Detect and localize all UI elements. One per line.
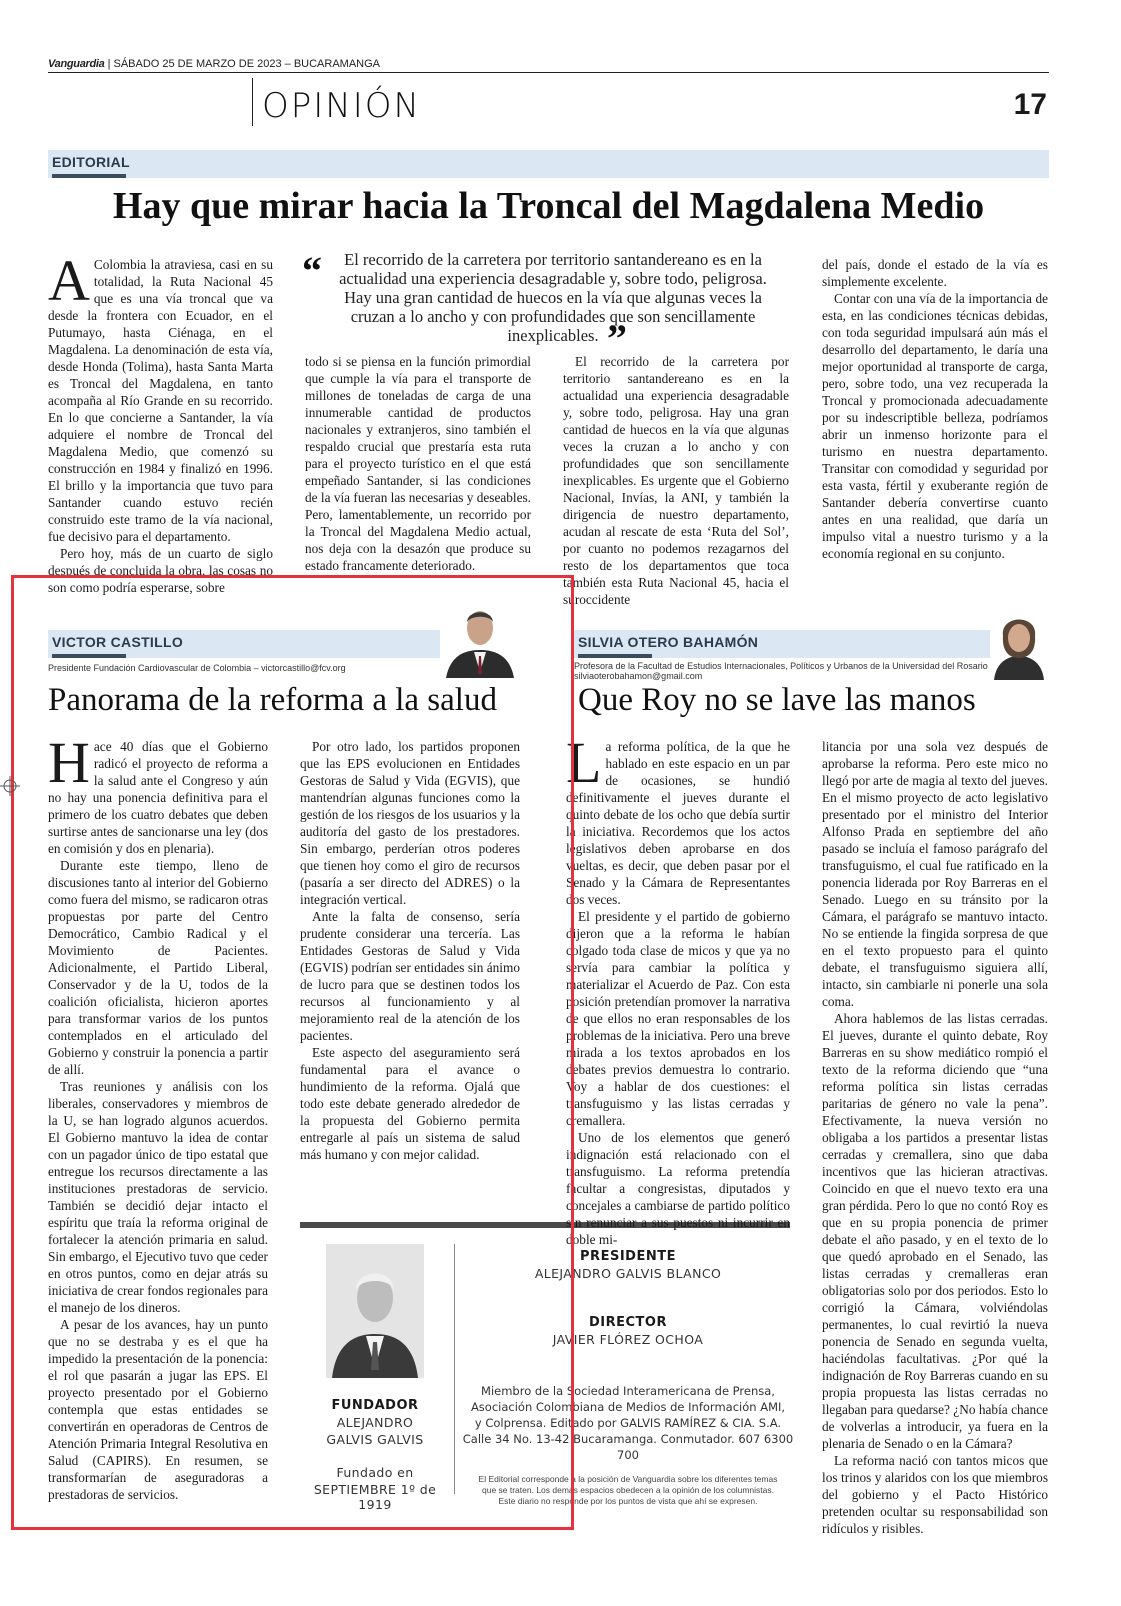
header-rule <box>48 72 1049 73</box>
president-label: PRESIDENTE <box>580 1249 676 1264</box>
founded-line-2: SEPTIEMBRE 1º de 1919 <box>313 1482 437 1512</box>
section-title: OPINIÓN <box>262 86 421 126</box>
author-email-right: silviaoterobahamon@gmail.com <box>574 671 703 681</box>
founded-line-1: Fundado en <box>336 1465 414 1480</box>
editorial-tag: EDITORIAL <box>52 154 130 170</box>
editorial-col-2: todo si se piensa en la función primordial que cumple la vía para el transporte de millones de toneladas de carga de una innumerable cantidad de productos nacionales y extranjeros, sino también el respaldo crucial que prestaría esta ruta para el proyecto turístico en el que está empeñado Santander, si las condiciones de la vía fueran las necesarias y deseables. Pero, lamentablemente, un recorrido por la Troncal del Magdalena Medio actual, nos deja con la desazón que produce su estado francamente deteriorado. <box>305 354 531 573</box>
director-name: JAVIER FLÓREZ OCHOA <box>552 1332 704 1347</box>
crosshair-icon <box>0 776 20 796</box>
column-left-col-1: Hace 40 días que el Gobierno radicó el proyecto de reforma a la salud ante el Congreso y aún no hay una ponencia definitiva para el primero de los cuatro debates que deben surtirse antes de sancionarse una ley (dos en comisión y dos en plenaria). Durante este tiempo, lleno de discusiones tanto al interior del Gobierno como fuera del mismo, se radicaron otras propuestas por parte del Centro Democrático, Cambio Radical y el Movimiento de Pacientes. Adicionalmente, el Partido Liberal, Conservador y de la U, todos de la coalición oficialista, hicieron aportes para transformar varios de los puntos contemplados en el articulado del Gobierno y construir la ponencia a partir de allí. Tras reuniones y análisis con los liberales, conservadores y miembros de la U, se han logrado algunos acuerdos. El Gobierno mantuvo la idea de contar con un pagador único de tipo estatal que entregue los recursos directamente a las instituciones prestadoras de servicio. También se decidió dejar intacto el espíritu que traía la reforma original de fortalecer la atención primaria en salud. Sin embargo, el Ejecutivo tuvo que ceder en otros puntos, como en dejar atrás su iniciativa de crear fondos regionales para el manejo de los dineros. A pesar de los avances, hay un punto que no se destraba y es el que ha impedido la presentación de la ponencia: el rol que pasarán a jugar las EPS. El proyecto presentado por el Gobierno contempla que estas entidades se convertirán en operadoras de Centros de Atención Primaria Integral Resolutiva en Salud (CAPIRS). En resumen, se transformarían de aseguradoras a prestadoras de servicios. <box>48 730 268 1502</box>
founder-photo <box>326 1244 424 1378</box>
dropcap: A <box>48 248 90 313</box>
dropcap-left: H <box>48 730 90 795</box>
column-headline-right: Que Roy no se lave las manos <box>578 682 976 718</box>
editorial-col-1: A Colombia la atraviesa, casi en su totalidad, la Ruta Nacional 45 que es una vía troncal que va desde la frontera con Ecuador, en el Putumayo, hasta Ciénaga, en el Magdalena. La denominación de esta vía, desde Honda (Tolima), hasta Santa Marta es Troncal del Magdalena, en tanto acompaña al Río Grande en su recorrido. En lo que concierne a Santander, la vía adquiere el nombre de Troncal del Magdalena Medio, que comenzó su construcción en 1984 y finalizó en 1996. El brillo y la importancia que tuvo para Santander cuando estuvo recién construido este tramo de la vía nacional, fue decisivo para el departamento. Pero hoy, más de un cuarto de siglo después de concluida la obra, las cosas no son como podría esperarse, sobre <box>48 248 273 595</box>
editorial-col-3: El recorrido de la carretera por territorio santandereano es en la actualidad una experiencia desagradable y, sobre todo, peligrosa. Hay una gran cantidad de huecos en la vía que algunas veces la cruzan a lo ancho y con profundidades que son sencillamente inexplicables. Es urgente que el Gobierno Nacional, Invías, la ANI, y también la dirigencia de nuestro departamento, acudan al rescate de esta ‘Ruta del Sol’, por cuanto no podemos rezagarnos del resto de los departamentos que toca también esta Ruta Nacional 45, hacia el suroccidente <box>563 354 789 607</box>
column-right-col-1: La reforma política, de la que he hablado en este espacio en un par de ocasiones, se hundió definitivamente el jueves durante el quinto debate de los ocho que debía surtir la iniciativa. Recordemos que los actos legislativos deben aprobarse en dos vueltas, es decir, que deben pasar por el Senado y la Cámara de Representantes dos veces. El presidente y el partido de gobierno dijeron que a la reforma le habían colgado toda clase de micos y que ya no servía para cambiar la política y materializar el Acuerdo de Paz. Con esta posición pretendían promover la narrativa de que ellos no eran responsables de los problemas de la iniciativa. Pero una breve mirada a los textos aprobados en los debates previos demuestra lo contrario. Voy a hablar de dos cuestiones: el transfuguismo y las listas cerradas y cremallera. Uno de los elementos que generó indignación está relacionado con el transfuguismo. La reforma pretendía facultar a congresistas, diputados y concejales a cambiarse de partido político sin renunciar a sus puestos ni incurrir en doble mi- <box>566 730 790 1247</box>
close-quote-icon: ” <box>607 316 627 361</box>
dateline: SÁBADO 25 DE MARZO DE 2023 – BUCARAMANGA <box>113 58 381 70</box>
pull-quote: “ El recorrido de la carretera por territorio santandereano es en la actualidad una experiencia desagradable y, sobre todo, peligrosa. Hay una gran cantidad de huecos en la vía que algunas veces la cruzan a lo ancho y con profundidades que son sencillamente inexplicables. ” <box>302 248 767 361</box>
director-label: DIRECTOR <box>589 1315 667 1330</box>
dropcap-right: L <box>566 730 602 795</box>
membership-block: Miembro de la Sociedad Interamericana de Prensa, Asociación Colombiana de Medios de Información AMI, y Colprensa. Editado por GALVIS RAMÍREZ & CIA. S.A. Calle 34 No. 13-42 Bucaramanga. Conmutador. 607 6300 700 <box>462 1384 794 1462</box>
column-headline-left: Panorama de la reforma a la salud <box>48 682 497 718</box>
editorial-headline: Hay que mirar hacia la Troncal del Magdalena Medio <box>112 185 985 227</box>
author-name-right: SILVIA OTERO BAHAMÓN <box>578 634 759 650</box>
author-bio-left: Presidente Fundación Cardiovascular de Colombia – victorcastillo@fcv.org <box>48 663 346 673</box>
author-photo-right <box>990 606 1048 680</box>
author-photo-left <box>440 598 520 678</box>
page-number: 17 <box>1013 88 1047 121</box>
column-right-col-2: litancia por una sola vez después de aprobarse la reforma. Pero este mico no llegó por arte de magia al texto del jueves. En el mismo proyecto de acto legislativo presentado por el ministro del Interior Alfonso Prada en septiembre del año pasado se incluía el famoso parágrafo del transfuguismo, el cual fue ratificado en la ponencia liderada por Roy Barreras en el Senado. Luego en su tránsito por la Cámara, el parágrafo se mantuvo intacto. No se entiende la fingida sorpresa de que en el texto propuesto para el quinto debate, el transfuguismo siguiera allí, intacto, sin cambiarle ni ponerle una sola coma. Ahora hablemos de las listas cerradas. El jueves, durante el quinto debate, Roy Barreras en su show mediático rompió el texto de la reforma diciendo que “una reforma política sin listas cerradas paritarias de género no vale la pena”. Efectivamente, la nueva versión no obligaba a los partidos a presentar listas cerradas y cremallera, sino que daba incentivos que las hicieran atractivas. Coincido en que el nuevo texto era una gran pérdida. Pero lo que no contó Roy es que en su propia ponencia de primer debate el año pasado, y en el texto de lo que quedó aprobado en el Senado, las listas cerradas y cremalleras eran obligatorias solo por dos periodos. Esto lo corrigió la Cámara, volviéndolas permanentes, lo cual revirtió la nueva ponencia de Senado en segunda vuelta, haciéndolas facultativas. ¿Por qué la indignación de Roy Barreras cuando en su propia propuesta las listas cerradas no llegaban para quedarse? ¿No había chance de volverlas a introducir, ya fuera en la plenaria de Senado o en la Cámara? La reforma nació con tantos micos que los trinos y alaridos con los que miembros del gobierno y el Pacto Histórico pretenden ocultar su responsabilidad son ridículos y risibles. <box>822 739 1048 1536</box>
author-name-left: VICTOR CASTILLO <box>52 634 184 650</box>
open-quote-icon: “ <box>302 248 322 293</box>
president-name: ALEJANDRO GALVIS BLANCO <box>534 1266 722 1281</box>
masthead-divider <box>454 1244 455 1494</box>
founder-label: FUNDADOR <box>331 1398 419 1413</box>
disclaimer-block: El Editorial corresponde a la posición de Vanguardia sobre los diferentes temas que se traten. Los demás espacios obedecen a la opinión de los columnistas. Este diario no responde por los puntos de vista que ahí se expresen. <box>478 1474 778 1506</box>
editorial-band <box>48 150 1049 178</box>
section-divider <box>252 78 253 126</box>
brand-logo: Vanguardia <box>48 58 105 70</box>
top-bar: Vanguardia | SÁBADO 25 DE MARZO DE 2023 – BUCARAMANGA <box>48 58 381 70</box>
column-left-col-2: Por otro lado, los partidos proponen que las EPS evolucionen en Entidades Gestoras de Salud y Vida (EGVIS), que mantendrían algunas funciones como la gestión de los riesgos de los usuarios y la auditoría del gasto de los prestadores. Sin embargo, perderían otros poderes que tienen hoy como el giro de recursos (pasaría a ser directo del ADRES) o la integración vertical. Ante la falta de consenso, sería prudente considerar una tercería. Las Entidades Gestoras de Salud y Vida (EGVIS) podrían ser entidades sin ánimo de lucro para que se destinen todos los recursos al funcionamiento y al mejoramiento real de la atención de los pacientes. Este aspecto del aseguramiento será fundamental para el avance o hundimiento de la reforma. Ojalá que todo este debate generado alrededor de la propuesta del Gobierno permita entregarle al país un sistema de salud más humano y con mejor calidad. <box>300 739 520 1162</box>
author-band-right <box>574 630 1048 658</box>
editorial-col-4: del país, donde el estado de la vía es simplemente excelente. Contar con una vía de la importancia de esta, en las condiciones técnicas debidas, con toda seguridad impulsará aún más el desarrollo del departamento, le daría una mejor oportunidad al transporte de carga, pero, sobre todo, una vez recuperada la Troncal y promocionada adecuadamente por su indescriptible belleza, podríamos abrir un inmenso horizonte para el turismo en nuestra departamento. Transitar con comodidad y seguridad por esta vasta, fértil y exuberante región de Santander debería convertirse cuanto antes en una realidad, que daría un impulso vital a nuestro turismo y a la economía regional en su conjunto. <box>822 257 1048 561</box>
founder-name-line-1: ALEJANDRO <box>336 1415 414 1430</box>
founder-name-line-2: GALVIS GALVIS <box>326 1432 424 1447</box>
author-bio-right: Profesora de la Facultad de Estudios Internacionales, Políticos y Urbanos de la Universidad del Rosario silviaoterobahamon@gmail.com <box>574 661 988 681</box>
